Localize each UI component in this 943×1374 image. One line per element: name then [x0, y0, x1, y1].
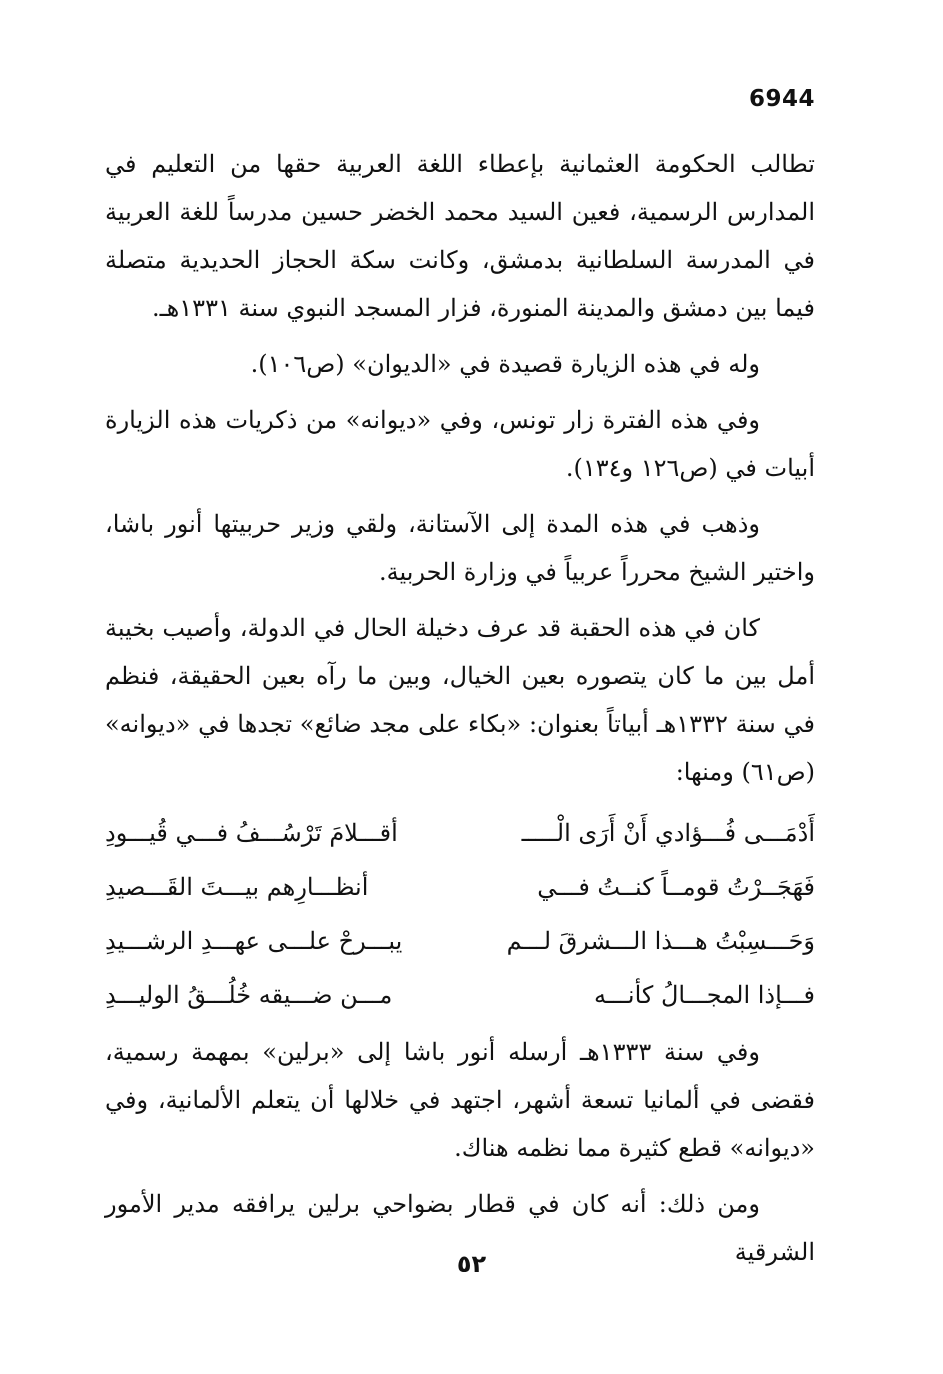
page-body: [105, 140, 815, 1276]
page-number-top: 6944: [748, 86, 815, 112]
paragraph-7: ومن ذلك: أنه كان في قطار بضواحي برلين يرافقه مدير الأمور الشرقية: [105, 1190, 815, 1266]
paragraph-6: وفي سنة ١٣٣٣هـ أرسله أنور باشا إلى «برلين» بمهمة رسمية، فقضى في ألمانيا تسعة أشهر، اجتهد في خلالها أن يتعلم الألمانية، وفي «ديوانه» قطع كثيرة مما نظمه هناك.: [105, 1038, 815, 1162]
verse-first-hemistich: أَدْمَـــى فُـــؤادي أَنْ أَرَى الْـــــ: [521, 819, 815, 847]
paragraph-5: كان في هذه الحقبة قد عرف دخيلة الحال في الدولة، وأصيب بخيبة أمل بين ما كان يتصوره بعين الخيال، وبين ما رآه بعين الحقيقة، فنظم في سنة ١٣٣٢هـ أبياتاً بعنوان: «بكاء على مجد ضائع» تجدها في «ديوانه» (ص٦١) ومنها:: [105, 614, 816, 786]
page-number-bottom: ٥٢: [456, 1250, 487, 1278]
verse-first-hemistich: فـــإذا المجـــالُ كأنـــه: [593, 981, 815, 1009]
paragraph-3: وفي هذه الفترة زار تونس، وفي «ديوانه» من ذكريات هذه الزيارة أبيات في (ص١٢٦ و١٣٤).: [105, 406, 815, 482]
verse-row: [105, 860, 815, 914]
poem-verses: [105, 806, 815, 1022]
verse-second-hemistich: يبـــرحْ علـــى عهـــدِ الرشـــيدِ: [105, 927, 403, 955]
paragraph-4: وذهب في هذه المدة إلى الآستانة، ولقي وزير حربيتها أنور باشا، واختير الشيخ محرراً عربياً في وزارة الحربية.: [105, 510, 815, 586]
verse-row: [105, 806, 815, 860]
paragraph-1: تطالب الحكومة العثمانية بإعطاء اللغة العربية حقها من التعليم في المدارس الرسمية، فعين السيد محمد الخضر حسين مدرساً للغة العربية في المدرسة السلطانية بدمشق، وكانت سكة الحجاز الحديدية متصلة فيما بين دمشق والمدينة المنورة، فزار المسجد النبوي سنة ١٣٣١هـ.: [105, 150, 815, 322]
paragraph-2: وله في هذه الزيارة قصيدة في «الديوان» (ص١٠٦).: [250, 350, 760, 378]
verse-first-hemistich: فَهَجَــرْتُ قومــاً كنــتُ فـــي: [537, 873, 815, 901]
verse-row: [105, 968, 815, 1022]
verse-first-hemistich: وَحَـــسِبْتُ هـــذا الـــشرقَ لـــم: [506, 927, 815, 955]
verse-second-hemistich: أنظـــارِهم بيـــتَ القَـــصيدِ: [105, 873, 369, 901]
verse-second-hemistich: مـــن ضـــيقه خُلُـــقُ الوليـــدِ: [105, 981, 393, 1009]
verse-second-hemistich: أقـــلامَ تَرْسُـــفُ فـــي قُيـــودِ: [105, 819, 398, 847]
verse-row: [105, 914, 815, 968]
